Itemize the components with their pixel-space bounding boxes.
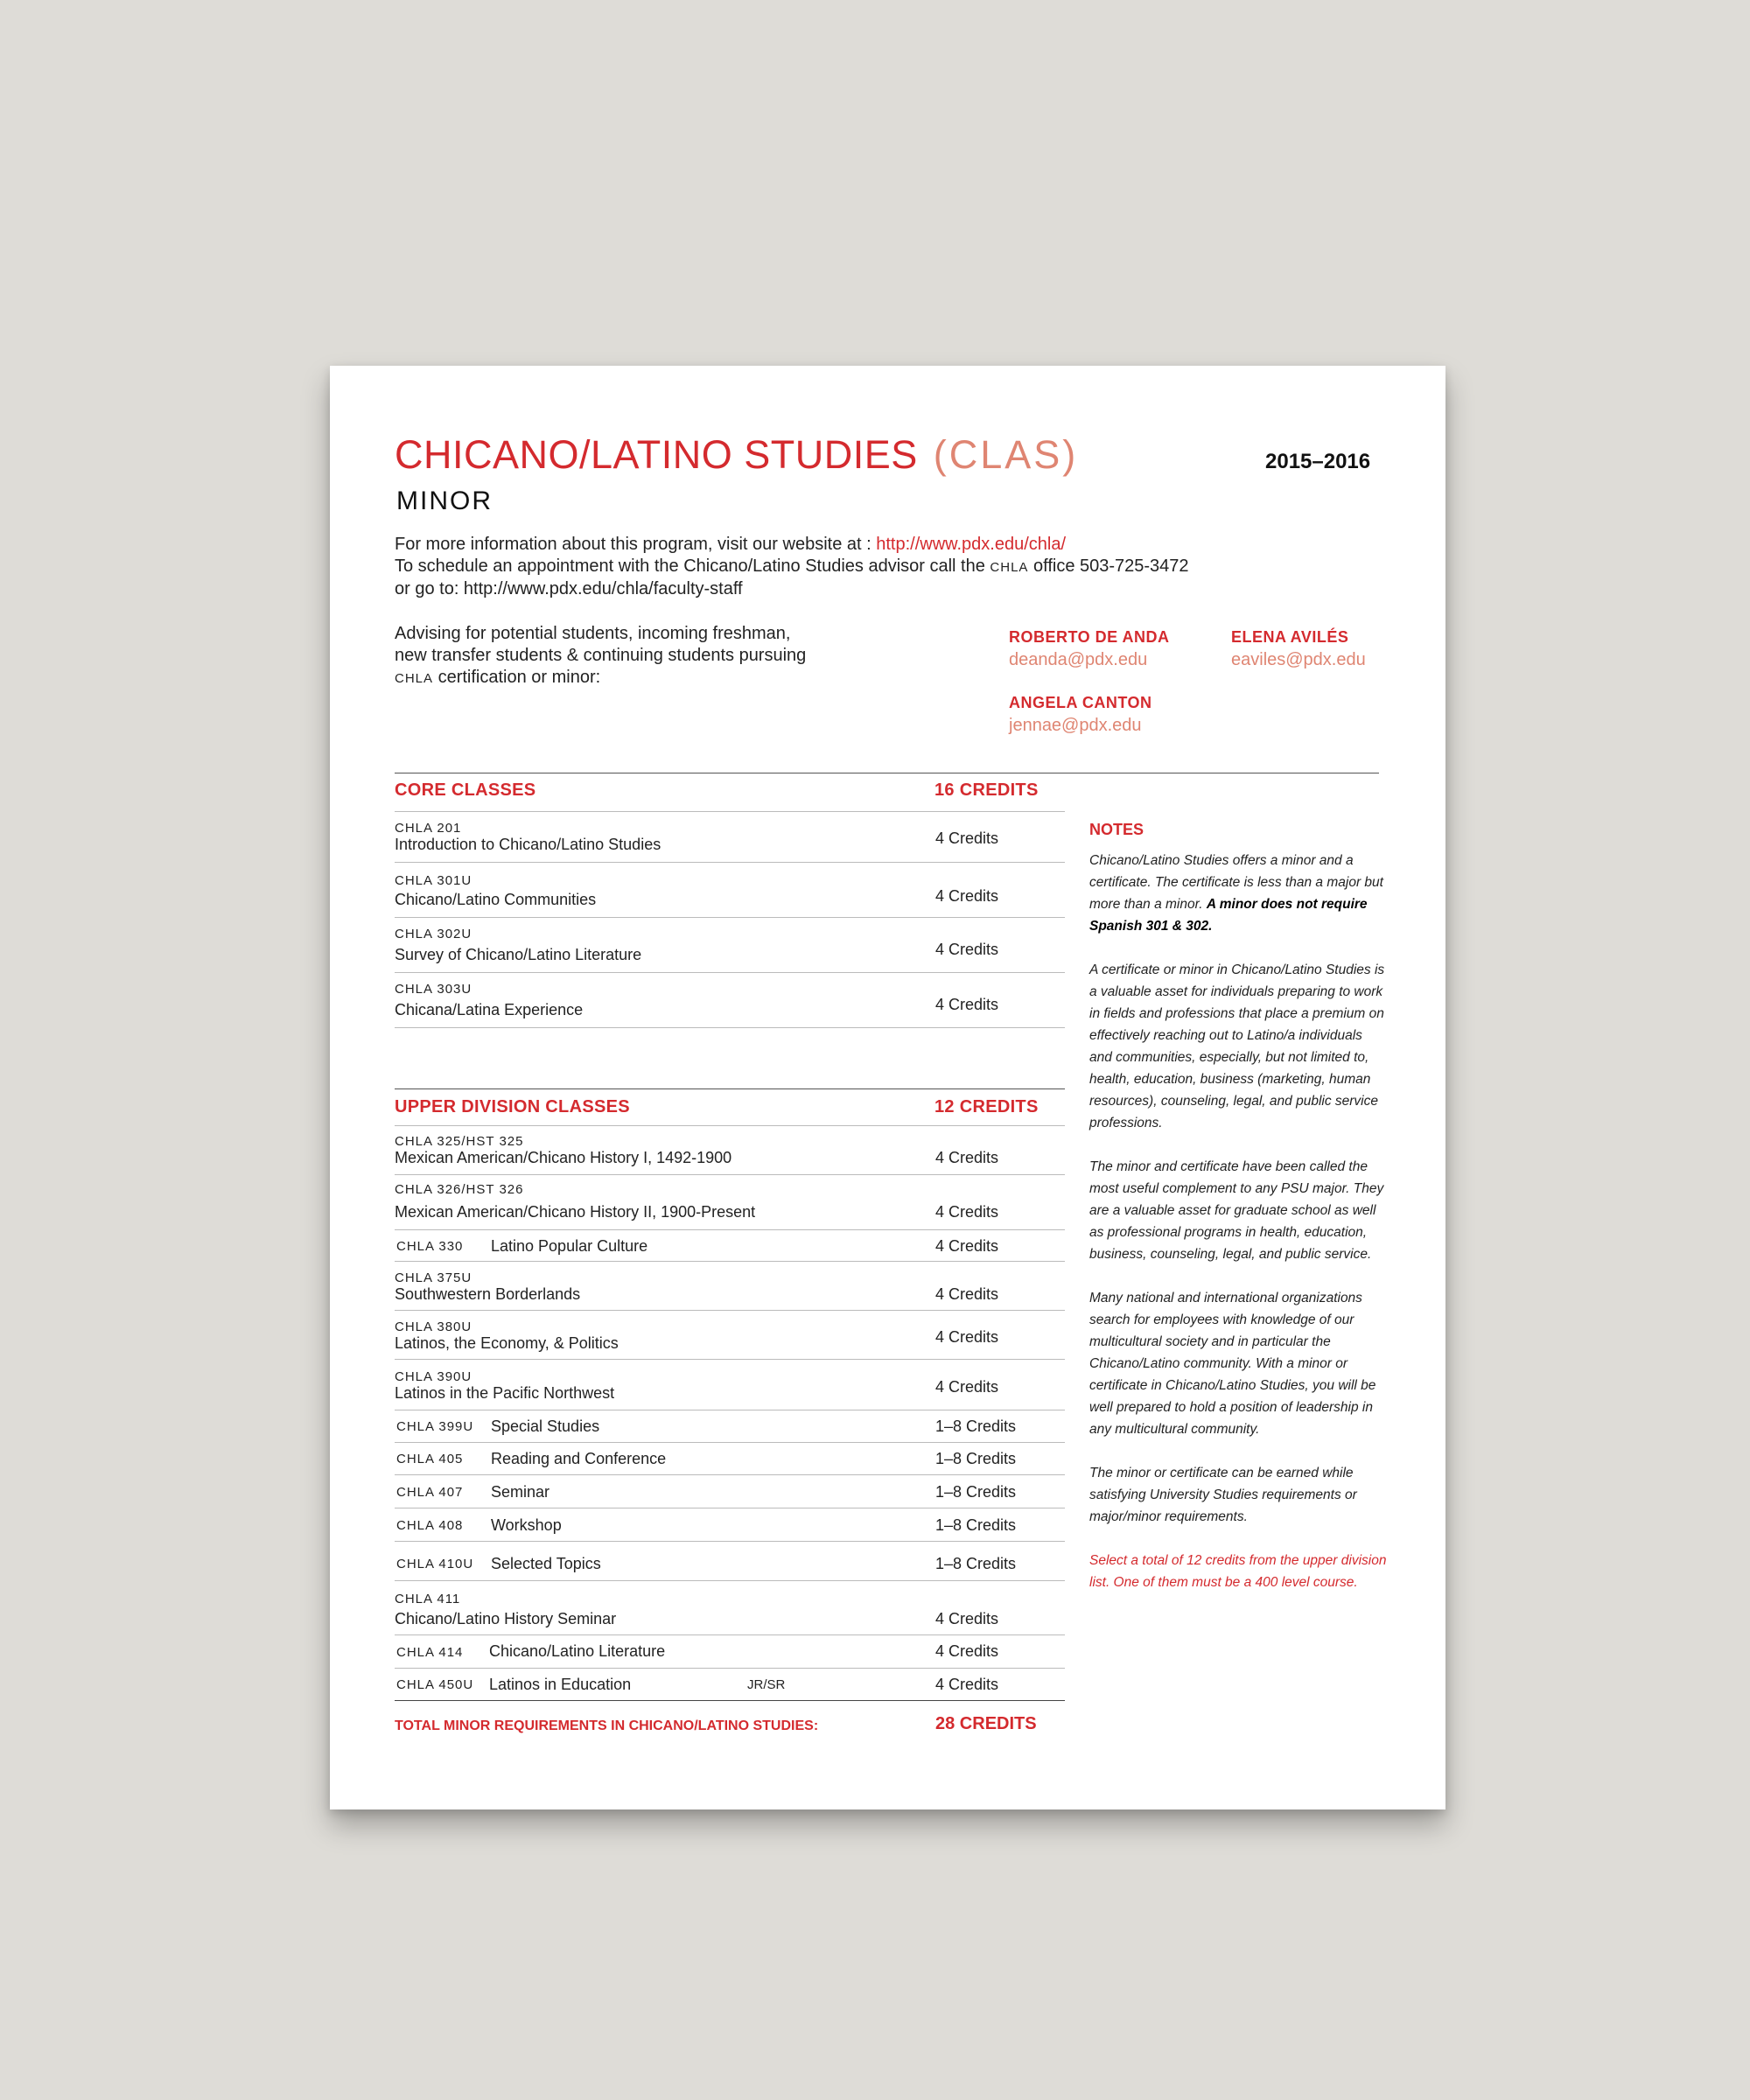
course-code: CHLA 408 xyxy=(396,1518,464,1533)
document-page xyxy=(330,366,1446,1810)
core-classes-header xyxy=(395,780,1065,801)
course-name: Selected Topics xyxy=(491,1555,601,1572)
course-name: Latino Popular Culture xyxy=(491,1237,648,1255)
total-label: TOTAL MINOR REQUIREMENTS IN CHICANO/LATINO STUDIES: xyxy=(395,1718,819,1733)
course-code: CHLA 375U xyxy=(395,1270,472,1285)
class-standing: JR/SR xyxy=(747,1677,786,1692)
contact-email[interactable]: deanda@pdx.edu xyxy=(1009,650,1148,669)
course-credits: 4 Credits xyxy=(935,1237,999,1255)
course-row xyxy=(395,1230,1065,1262)
info-line-3: or go to: http://www.pdx.edu/chla/faculty-staff xyxy=(395,579,743,598)
course-row xyxy=(395,1508,1065,1542)
note-paragraph: A certificate or minor in Chicano/Latino Studies is a valuable asset for individuals preparing to work in fields and professions that place a premium on effectively reaching out to Latino/a individuals and communities, especially, but not limited to, health, education, business (marketing, human resources), counseling, legal, and public service professions. xyxy=(1089,962,1385,1130)
course-row xyxy=(395,1175,1065,1230)
section-credits: 12 CREDITS xyxy=(934,1097,1039,1116)
contact-card xyxy=(1009,628,1170,670)
info-line-2-abbr: CHLA xyxy=(990,560,1029,575)
course-credits: 1–8 Credits xyxy=(935,1450,1017,1467)
course-credits: 1–8 Credits xyxy=(935,1418,1017,1435)
course-code: CHLA 405 xyxy=(396,1452,464,1466)
program-info xyxy=(395,534,1189,600)
course-credits: 4 Credits xyxy=(935,1328,999,1346)
course-code: CHLA 450U xyxy=(396,1677,474,1692)
course-credits: 4 Credits xyxy=(935,941,999,958)
section-credits: 16 CREDITS xyxy=(934,780,1039,800)
contact-email[interactable]: eaviles@pdx.edu xyxy=(1231,650,1366,669)
note-paragraph: The minor and certificate have been called the most useful complement to any PSU major. They are a valuable asset for graduate school as well as professional programs in health, education, business, counseling, legal, and public service. xyxy=(1089,1159,1384,1262)
course-name: Latinos in the Pacific Northwest xyxy=(395,1384,615,1402)
course-credits: 1–8 Credits xyxy=(935,1516,1017,1534)
advising-line-3 xyxy=(395,667,867,690)
course-row xyxy=(395,1360,1065,1410)
upper-division-header xyxy=(395,1097,1065,1117)
course-name: Chicano/Latino Communities xyxy=(395,891,597,908)
contact-card xyxy=(1009,694,1152,736)
course-credits: 4 Credits xyxy=(935,996,999,1013)
course-name: Reading and Conference xyxy=(491,1450,667,1467)
academic-year: 2015–2016 xyxy=(1265,450,1371,473)
note-emphasis: A minor does not require Spanish 301 & 302. xyxy=(1089,897,1368,934)
advising-line-1: Advising for potential students, incoming freshman, xyxy=(395,624,791,643)
course-row xyxy=(395,1581,1065,1635)
website-link[interactable]: http://www.pdx.edu/chla/ xyxy=(876,535,1067,554)
course-row xyxy=(395,1475,1065,1508)
course-credits: 4 Credits xyxy=(935,830,999,847)
page-title xyxy=(395,432,1078,478)
info-line-2 xyxy=(395,556,1189,578)
course-code: CHLA 410U xyxy=(396,1557,474,1572)
info-line-2-text: To schedule an appointment with the Chicano/Latino Studies advisor call the xyxy=(395,556,990,576)
course-name: Chicano/Latino Literature xyxy=(489,1642,666,1660)
note-paragraph: The minor or certificate can be earned while satisfying University Studies requirements or major/minor requirements. xyxy=(1089,1466,1357,1524)
course-name: Seminar xyxy=(491,1483,550,1501)
course-code: CHLA 302U xyxy=(395,927,472,942)
course-code: CHLA 201 xyxy=(395,821,462,836)
course-row xyxy=(395,1542,1065,1581)
course-name: Mexican American/Chicano History II, 1900-Present xyxy=(395,1203,756,1221)
course-credits: 1–8 Credits xyxy=(935,1483,1017,1501)
info-line-2-suffix: office 503-725-3472 xyxy=(1028,556,1189,576)
course-credits: 4 Credits xyxy=(935,1203,999,1221)
info-line-1 xyxy=(395,534,1189,556)
course-code: CHLA 301U xyxy=(395,873,472,888)
contact-name: ELENA AVILÉS xyxy=(1231,628,1349,646)
course-row xyxy=(395,1443,1065,1475)
course-name: Survey of Chicano/Latino Literature xyxy=(395,946,642,963)
course-credits: 4 Credits xyxy=(935,1642,999,1660)
course-credits: 4 Credits xyxy=(935,1285,999,1303)
title-text: CHICANO/LATINO STUDIES xyxy=(395,432,918,477)
note-paragraph: Many national and international organizations search for employees with knowledge of our multicultural society and in particular the Chicano/Latino community. With a minor or certificate in Chicano/Latino Studies, you will be well prepared to hold a position of leadership in any multicultural community. xyxy=(1089,1291,1376,1437)
course-code: CHLA 390U xyxy=(395,1369,472,1384)
info-line-1-text: For more information about this program, visit our website at : xyxy=(395,535,877,554)
course-row xyxy=(395,1669,1065,1701)
course-credits: 1–8 Credits xyxy=(935,1555,1017,1572)
course-code: CHLA 407 xyxy=(396,1485,464,1500)
advising-text xyxy=(395,623,867,690)
course-code: CHLA 411 xyxy=(395,1592,461,1606)
course-name: Chicano/Latino History Seminar xyxy=(395,1610,617,1628)
course-row xyxy=(395,819,1065,863)
page-subtitle: MINOR xyxy=(396,486,493,515)
divider xyxy=(395,811,1065,812)
course-row xyxy=(395,1311,1065,1360)
course-name: Southwestern Borderlands xyxy=(395,1285,581,1303)
course-credits: 4 Credits xyxy=(935,1676,999,1693)
advising-line-3-text: certification or minor: xyxy=(433,668,601,687)
contact-email[interactable]: jennae@pdx.edu xyxy=(1009,716,1142,735)
course-credits: 4 Credits xyxy=(935,1149,999,1166)
course-code: CHLA 330 xyxy=(396,1239,464,1254)
course-code: CHLA 380U xyxy=(395,1320,472,1334)
contact-name: ROBERTO DE ANDA xyxy=(1009,628,1170,646)
note-paragraph xyxy=(1089,850,1387,937)
course-code: CHLA 399U xyxy=(396,1419,474,1434)
course-code: CHLA 303U xyxy=(395,982,472,997)
course-row xyxy=(395,1126,1065,1175)
course-row xyxy=(395,1635,1065,1669)
note-paragraph-requirement: Select a total of 12 credits from the upper division list. One of them must be a 400 level course. xyxy=(1089,1553,1387,1590)
course-credits: 4 Credits xyxy=(935,1610,999,1628)
course-row xyxy=(395,863,1065,918)
notes-panel xyxy=(1089,821,1387,1615)
course-row xyxy=(395,973,1065,1028)
advising-line-2: new transfer students & continuing students pursuing xyxy=(395,646,807,665)
course-name: Workshop xyxy=(491,1516,562,1534)
title-abbreviation: (CLAS) xyxy=(933,432,1079,477)
section-title: CORE CLASSES xyxy=(395,780,536,800)
course-row xyxy=(395,918,1065,973)
notes-title: NOTES xyxy=(1089,821,1144,838)
note-text: Chicano/Latino Studies offers a minor and a certificate. The certificate is less than a major but more than a minor. xyxy=(1089,853,1383,912)
course-name: Special Studies xyxy=(491,1418,600,1435)
divider xyxy=(395,1088,1065,1089)
course-name: Introduction to Chicano/Latino Studies xyxy=(395,836,662,853)
course-credits: 4 Credits xyxy=(935,1378,999,1396)
course-name: Latinos, the Economy, & Politics xyxy=(395,1334,619,1352)
course-row xyxy=(395,1262,1065,1311)
course-row xyxy=(395,1410,1065,1443)
course-credits: 4 Credits xyxy=(935,887,999,905)
course-name: Mexican American/Chicano History I, 1492-1900 xyxy=(395,1149,732,1166)
course-code: CHLA 325/HST 325 xyxy=(395,1134,524,1149)
course-code: CHLA 326/HST 326 xyxy=(395,1182,524,1197)
course-code: CHLA 414 xyxy=(396,1645,464,1660)
course-name: Latinos in Education xyxy=(489,1676,632,1693)
divider xyxy=(395,773,1379,774)
course-name: Chicana/Latina Experience xyxy=(395,1001,584,1018)
contact-card xyxy=(1231,628,1366,670)
section-title: UPPER DIVISION CLASSES xyxy=(395,1097,630,1116)
advising-line-3-abbr: CHLA xyxy=(395,671,434,686)
contact-name: ANGELA CANTON xyxy=(1009,694,1152,711)
total-credits: 28 CREDITS xyxy=(935,1714,1037,1733)
